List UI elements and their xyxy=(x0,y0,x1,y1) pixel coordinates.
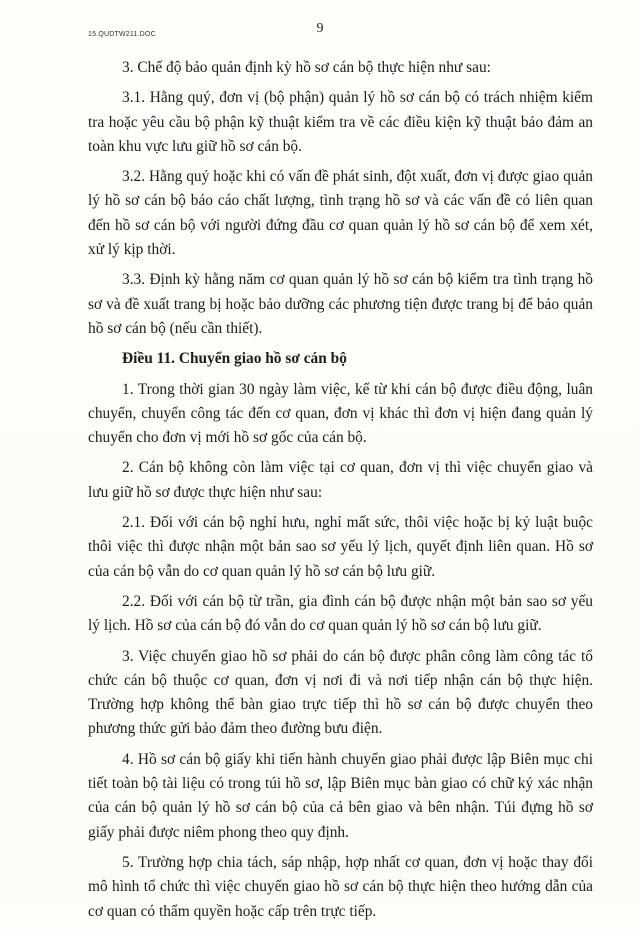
paragraph-3-2: 3.2. Hằng quý hoặc khi có vấn đề phát sinh, đột xuất, đơn vị được giao quản lý hồ sơ cán bộ báo cáo chất lượng, tình trạng hồ sơ và các vấn đề có liên quan đến hồ sơ cán bộ với người đứng đầu cơ quan quản lý hồ sơ cán bộ để xem xét, xử lý kịp thời. xyxy=(88,168,593,259)
article-11-paragraph-2: 2. Cán bộ không còn làm việc tại cơ quan, đơn vị thì việc chuyển giao và lưu giữ hồ sơ được thực hiện như sau: xyxy=(88,459,593,501)
article-11-paragraph-2-2: 2.2. Đối với cán bộ từ trần, gia đình cán bộ được nhận một bản sao sơ yếu lý lịch. Hồ sơ của cán bộ đó vẫn do cơ quan quản lý hồ sơ cán bộ lưu giữ. xyxy=(88,592,593,635)
article-11-paragraph-5: 5. Trường hợp chia tách, sáp nhập, hợp nhất cơ quan, đơn vị hoặc thay đổi mô hình tổ chức thì việc chuyển giao hồ sơ cán bộ thực hiện theo hướng dẫn của cơ quan có thẩm quyền hoặc cấp trên trực tiếp. xyxy=(88,853,593,920)
article-11-paragraph-4: 4. Hồ sơ cán bộ giấy khi tiến hành chuyển giao phải được lập Biên mục chi tiết toàn bộ tài liệu có trong túi hồ sơ, lập Biên mục bàn giao có chữ ký xác nhận của cán bộ quản lý hồ sơ cán bộ của cả bên giao và bên nhận. Túi đựng hồ sơ giấy phải được niêm phong theo quy định. xyxy=(88,750,593,841)
paragraph-3-3: 3.3. Định kỳ hằng năm cơ quan quản lý hồ sơ cán bộ kiểm tra tình trạng hồ sơ và đề xuất trang bị hoặc bảo dưỡng các phương tiện được trang bị để bảo quản hồ sơ cán bộ (nếu cần thiết). xyxy=(88,271,593,337)
paragraph-3: 3. Chế độ bảo quản định kỳ hồ sơ cán bộ thực hiện như sau: xyxy=(122,59,491,76)
document-code: 15.QUDTW211.DOC xyxy=(88,31,156,38)
article-11-heading: Điều 11. Chuyển giao hồ sơ cán bộ xyxy=(122,350,347,368)
article-11-paragraph-2-1: 2.1. Đối với cán bộ nghỉ hưu, nghỉ mất sức, thôi việc hoặc bị kỷ luật buộc thôi việc thì được nhận một bản sao sơ yếu lý lịch, quyết định liên quan. Hồ sơ của cán bộ vẫn do cơ quan quản lý hồ sơ cán bộ lưu giữ. xyxy=(88,514,593,580)
article-11-paragraph-3: 3. Việc chuyển giao hồ sơ phải do cán bộ được phân công làm công tác tổ chức cán bộ thuộc cơ quan, đơn vị nơi đi và nơi tiếp nhận cán bộ thực hiện. Trường hợp không thể bàn giao trực tiếp thì hồ sơ cán bộ được chuyển theo phương thức gửi bảo đảm theo đường bưu điện. xyxy=(88,647,593,738)
article-11-paragraph-1: 1. Trong thời gian 30 ngày làm việc, kể từ khi cán bộ được điều động, luân chuyển, chuyển công tác đến cơ quan, đơn vị khác thì đơn vị hiện đang quản lý chuyển cho đơn vị mới hồ sơ gốc của cán bộ. xyxy=(88,380,593,447)
document-body xyxy=(88,56,593,930)
page-number: 9 xyxy=(316,21,324,36)
paragraph-3-1: 3.1. Hằng quý, đơn vị (bộ phận) quản lý hồ sơ cán bộ có trách nhiệm kiểm tra hoặc yêu cầu bộ phận kỹ thuật kiểm tra về các điều kiện kỹ thuật bảo đảm an toàn khu vực lưu giữ hồ sơ cán bộ. xyxy=(88,89,593,155)
